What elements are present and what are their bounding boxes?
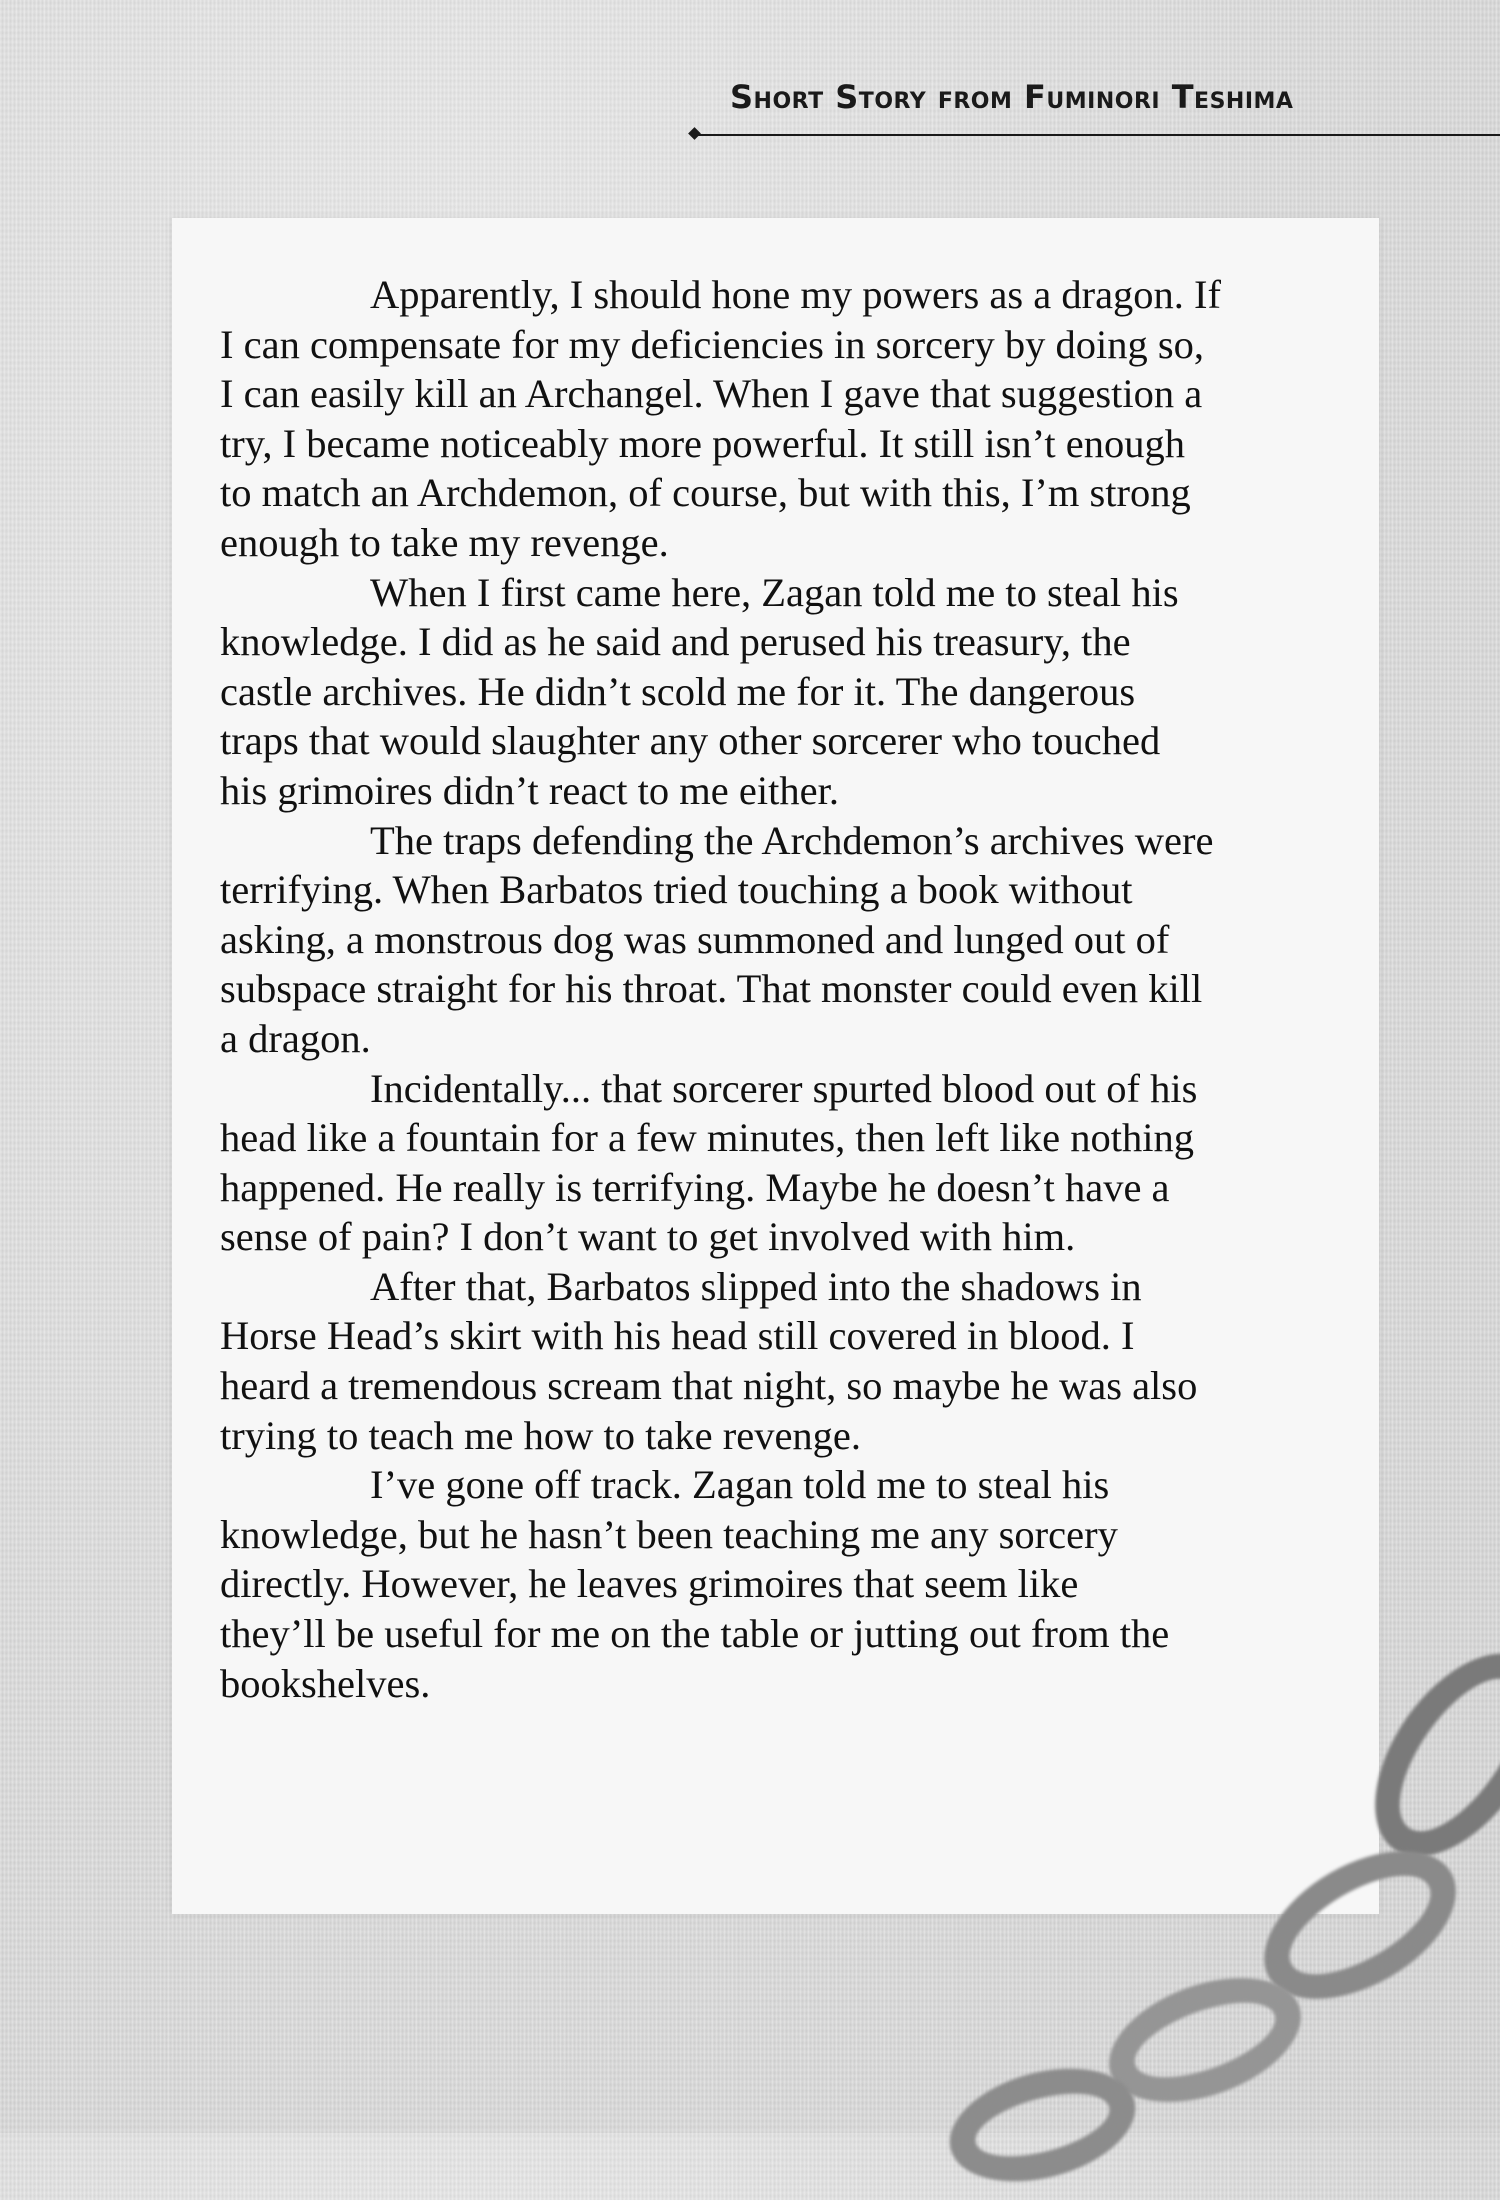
running-header: Short Story from Fuminori Teshima (730, 78, 1294, 116)
paragraph-2: When I first came here, Zagan told me to steal his knowledge. I did as he said and perused his treasury, the castle archives. He didn’t scold me for it. The dangerous traps that would slaughter any other sorcerer who touched his grimoires didn’t react to me either. (220, 569, 1179, 813)
paragraph-4: Incidentally... that sorcerer spurted blood out of his head like a fountain for a few minutes, then left like nothing happened. He really is terrifying. Maybe he doesn’t have a sense of pain? I don’t want to get involved with him. (220, 1065, 1198, 1260)
paragraph-6: I’ve gone off track. Zagan told me to steal his knowledge, but he hasn’t been teaching me any sorcery directly. However, he leaves grimoires that seem like they’ll be useful for me on the table or jutting out from the bookshelves. (220, 1462, 1170, 1706)
paragraph-5: After that, Barbatos slipped into the shadows in Horse Head’s skirt with his head still covered in blood. I heard a tremendous scream that night, so maybe he was also trying to teach me how to take revenge. (220, 1263, 1198, 1458)
story-text (220, 270, 1340, 1708)
paragraph-1: Apparently, I should hone my powers as a dragon. If I can compensate for my deficiencies in sorcery by doing so, I can easily kill an Archangel. When I gave that suggestion a try, I became noticeably more powerful. It still isn’t enough to match an Archdemon, of course, but with this, I’m strong enough to take my revenge. (220, 272, 1222, 565)
header-rule (694, 134, 1500, 136)
paragraph-3: The traps defending the Archdemon’s archives were terrifying. When Barbatos tried touching a book without asking, a monstrous dog was summoned and lunged out of subspace straight for his throat. That monster could even kill a dragon. (220, 817, 1214, 1061)
